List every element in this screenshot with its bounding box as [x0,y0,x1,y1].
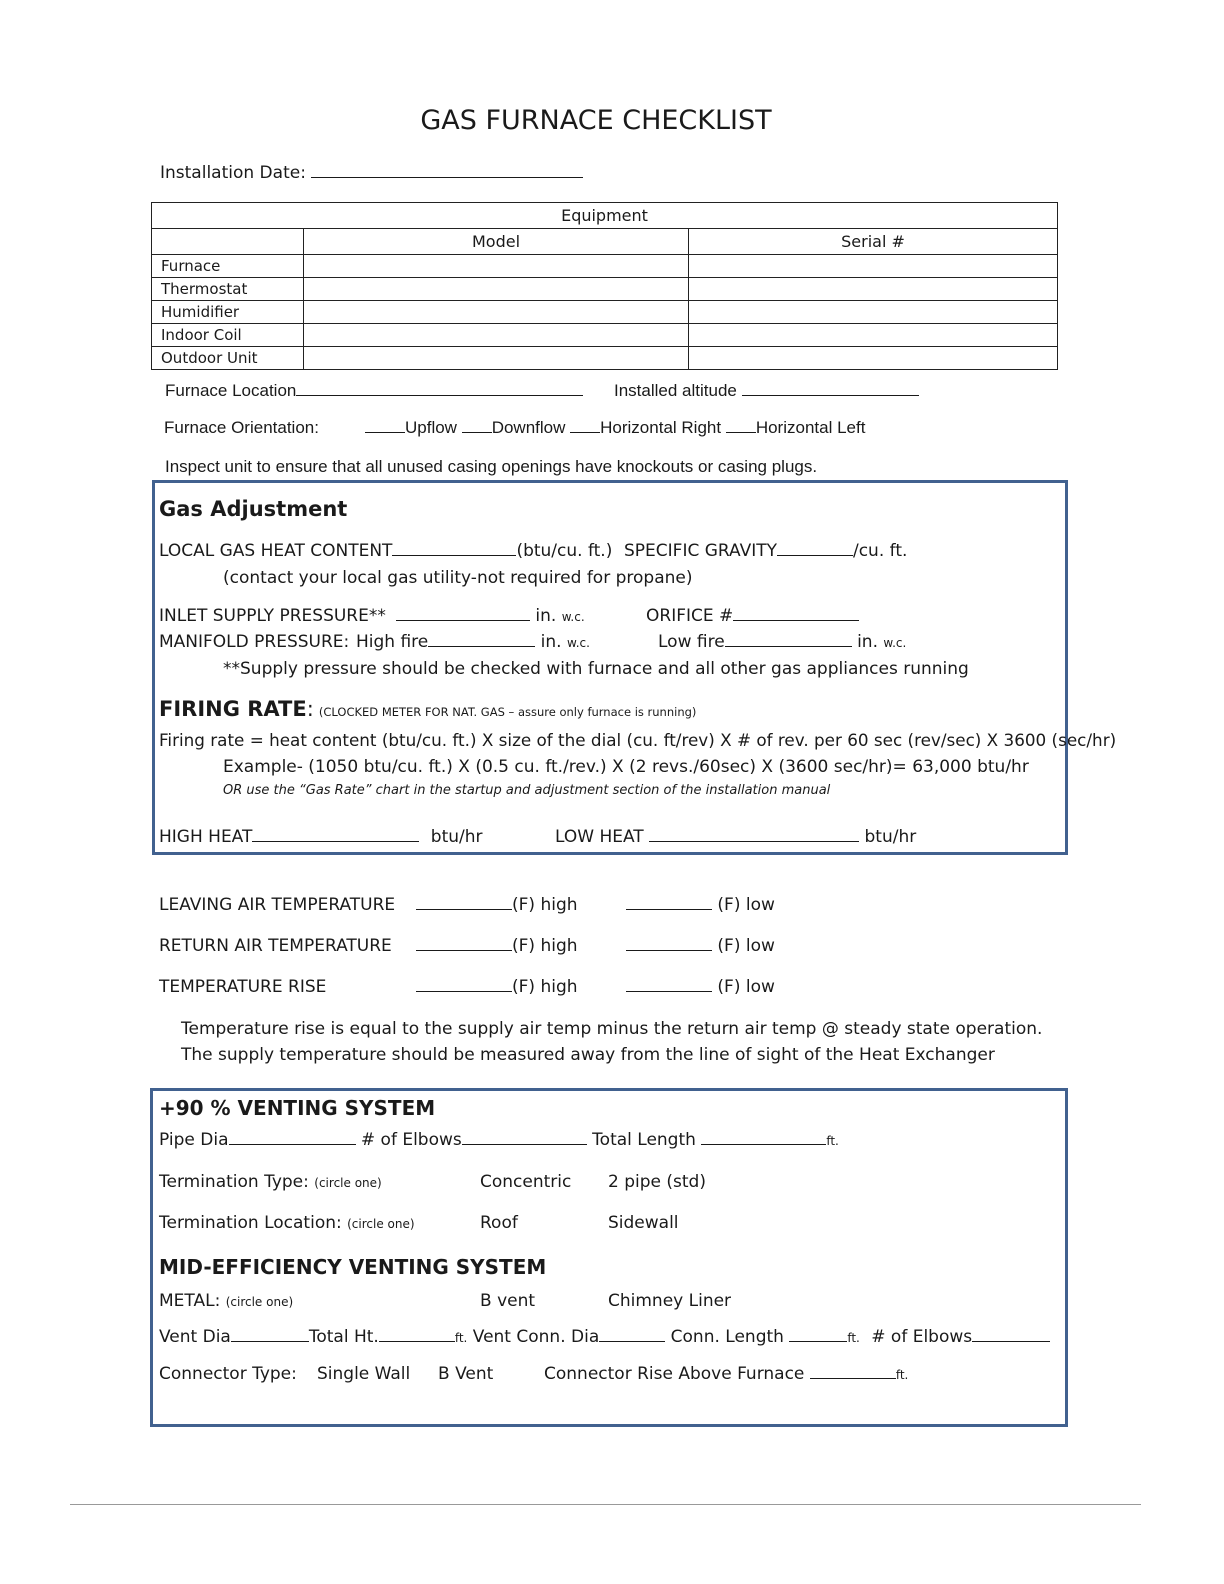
firing-rate-formula: Firing rate = heat content (btu/cu. ft.) X size of the dial (cu. ft/rev) X # of rev. per 60 sec (rev/sec) X 3600 (sec/hr) [159,730,1117,750]
return-air-low-line[interactable] [626,936,712,951]
leaving-air-high-unit: (F) high [512,895,578,915]
specific-gravity-line[interactable] [777,541,853,556]
termination-type-circle: (circle one) [314,1176,382,1190]
high-heat-line[interactable] [252,827,419,842]
metal-circle: (circle one) [225,1295,294,1309]
num-elbows-line[interactable] [462,1130,587,1145]
total-ht-label: Total Ht. [308,1327,379,1347]
orientation-label: Furnace Orientation: [164,418,319,437]
gas-adjustment-heading: Gas Adjustment [159,497,348,521]
temperature-rise-note: Temperature rise is equal to the supply air temp minus the return air temp @ steady state operation. [181,1019,1043,1039]
high-fire-label: High fire [356,632,429,652]
leaving-air-low-line[interactable] [626,895,712,910]
model-cell[interactable] [304,301,689,324]
total-ht-line[interactable] [379,1327,455,1342]
low-fire-unit: in. [857,632,878,652]
firing-rate-note: (CLOCKED METER FOR NAT. GAS – assure only furnace is running) [318,705,697,719]
connector-rise-row [544,1364,908,1384]
upflow-option: Upflow [405,418,457,437]
temperature-rise-label: TEMPERATURE RISE [159,977,327,997]
serial-cell[interactable] [689,255,1058,278]
table-row [152,347,1058,370]
conn-length-label: Conn. Length [670,1327,784,1347]
inlet-pressure-line[interactable] [396,606,530,621]
connector-type-label: Connector Type: [159,1364,297,1384]
equipment-header: Equipment [152,203,1058,229]
low-fire-label: Low fire [658,632,725,652]
inlet-pressure-unit: in. [535,606,557,626]
model-cell[interactable] [304,347,689,370]
low-fire-line[interactable] [725,632,852,647]
termination-location-circle: (circle one) [347,1217,415,1231]
equipment-label: Outdoor Unit [152,347,304,370]
leaving-air-label: LEAVING AIR TEMPERATURE [159,895,396,915]
vent-dia-label: Vent Dia [159,1327,231,1347]
installation-date-line[interactable] [311,163,583,178]
return-air-high [416,936,578,956]
upflow-blank[interactable] [365,418,405,433]
high-fire-wc: w.c. [566,636,590,650]
downflow-option: Downflow [491,418,566,437]
model-cell[interactable] [304,324,689,347]
installed-altitude-field[interactable] [614,381,919,401]
supply-temperature-note: The supply temperature should be measured away from the line of sight of the Heat Exchanger [181,1045,995,1065]
equipment-label: Indoor Coil [152,324,304,347]
num-elbows-label: # of Elbows [360,1130,462,1150]
leaving-air-high [416,895,578,915]
conn-length-unit: ft. [847,1331,860,1345]
vent-conn-dia-label: Vent Conn. Dia [472,1327,600,1347]
low-heat-line[interactable] [649,827,859,842]
model-cell[interactable] [304,255,689,278]
chimney-liner-option[interactable]: Chimney Liner [608,1291,732,1311]
metal-label-row [159,1291,293,1311]
equipment-label: Furnace [152,255,304,278]
concentric-option[interactable]: Concentric [480,1172,572,1192]
sidewall-option[interactable]: Sidewall [608,1213,679,1233]
roof-option[interactable]: Roof [480,1213,518,1233]
temperature-rise-low-line[interactable] [626,977,712,992]
orifice-label: ORIFICE # [646,606,734,626]
termination-type-label-row [159,1172,382,1192]
termination-type-label: Termination Type: [159,1172,309,1192]
serial-cell[interactable] [689,347,1058,370]
low-fire-row [658,632,906,652]
single-wall-option[interactable]: Single Wall [317,1364,411,1384]
firing-rate-heading [159,697,696,721]
vent-elbows-label: # of Elbows [871,1327,973,1347]
inlet-pressure-wc: w.c. [561,610,585,624]
equipment-label: Thermostat [152,278,304,301]
orifice-line[interactable] [733,606,859,621]
heat-content-unit: (btu/cu. ft.) [516,541,613,561]
specific-gravity-unit: /cu. ft. [852,541,908,561]
orientation-options [365,418,865,438]
total-length-label: Total Length [592,1130,696,1150]
heat-content-label: LOCAL GAS HEAT CONTENT [159,541,393,561]
installed-altitude-label: Installed altitude [614,381,737,400]
model-cell[interactable] [304,278,689,301]
horizontal-left-blank[interactable] [726,418,756,433]
horizontal-right-blank[interactable] [570,418,600,433]
temperature-rise-high-line[interactable] [416,977,512,992]
high-fire-unit: in. [540,632,562,652]
leaving-air-high-line[interactable] [416,895,512,910]
model-column-header: Model [304,229,689,255]
mid-efficiency-heading: MID-EFFICIENCY VENTING SYSTEM [159,1255,547,1279]
vent-row [159,1327,1050,1347]
return-air-high-line[interactable] [416,936,512,951]
supply-pressure-note: **Supply pressure should be checked with furnace and all other gas appliances running [223,659,969,679]
inlet-pressure-value [396,606,585,626]
heat-content-line[interactable] [392,541,516,556]
total-length-line[interactable] [701,1130,826,1145]
high-fire-row [356,632,590,652]
table-row [152,255,1058,278]
equipment-table [151,202,1058,370]
heat-content-row [159,541,612,561]
metal-label: METAL: [159,1291,221,1311]
serial-cell[interactable] [689,301,1058,324]
total-length-unit: ft. [826,1134,839,1148]
furnace-location-field[interactable] [165,381,583,401]
connector-rise-label: Connector Rise Above Furnace [544,1364,805,1384]
downflow-blank[interactable] [462,418,492,433]
firing-rate-label: FIRING RATE [159,697,307,721]
leaving-air-low-unit: (F) low [717,895,775,915]
installation-date-field[interactable] [160,163,583,183]
temperature-rise-high-unit: (F) high [512,977,578,997]
high-heat-unit: btu/hr [430,827,483,847]
equipment-label: Humidifier [152,301,304,324]
temperature-rise-high [416,977,578,997]
termination-location-label: Termination Location: [159,1213,342,1233]
low-heat-unit: btu/hr [864,827,917,847]
table-row [152,301,1058,324]
serial-cell[interactable] [689,324,1058,347]
high-fire-line[interactable] [428,632,535,647]
vent-elbows-line[interactable] [972,1327,1050,1342]
serial-cell[interactable] [689,278,1058,301]
high-heat-row [159,827,483,847]
two-pipe-option[interactable]: 2 pipe (std) [608,1172,706,1192]
temperature-rise-low [626,977,775,997]
furnace-location-label: Furnace Location [165,381,297,400]
furnace-location-line[interactable] [296,381,583,396]
installed-altitude-line[interactable] [742,381,919,396]
horizontal-left-option: Horizontal Left [755,418,866,437]
inspect-note: Inspect unit to ensure that all unused casing openings have knockouts or casing plugs. [165,457,818,476]
installation-date-label: Installation Date: [160,163,306,183]
conn-length-line[interactable] [789,1327,847,1342]
manifold-pressure-label: MANIFOLD PRESSURE: [159,632,350,652]
temperature-rise-low-unit: (F) low [717,977,775,997]
low-heat-label: LOW HEAT [555,827,644,847]
contact-note: (contact your local gas utility-not required for propane) [223,568,693,588]
specific-gravity-row [624,541,907,561]
low-heat-row [555,827,916,847]
connector-rise-unit: ft. [895,1368,909,1382]
pipe-dia-line[interactable] [229,1130,356,1145]
serial-column-header: Serial # [689,229,1058,255]
low-fire-wc: w.c. [883,636,907,650]
equipment-blank-header [152,229,304,255]
vent-conn-dia-line[interactable] [599,1327,665,1342]
firing-rate-example: Example- (1050 btu/cu. ft.) X (0.5 cu. ft./rev.) X (2 revs./60sec) X (3600 sec/hr)= 63,000 btu/hr [223,757,1029,777]
firing-rate-colon: : [306,697,314,721]
horizontal-right-option: Horizontal Right [600,418,722,437]
vent-dia-line[interactable] [231,1327,309,1342]
pipe-dia-label: Pipe Dia [159,1130,229,1150]
high-heat-label: HIGH HEAT [159,827,253,847]
return-air-low-unit: (F) low [717,936,775,956]
termination-location-label-row [159,1213,415,1233]
page-title: GAS FURNACE CHECKLIST [420,105,772,136]
b-vent-option[interactable]: B vent [480,1291,536,1311]
footer-divider [70,1504,1141,1505]
table-row [152,324,1058,347]
orifice-row [646,606,859,626]
return-air-high-unit: (F) high [512,936,578,956]
total-ht-unit: ft. [454,1331,468,1345]
b-vent-connector-option[interactable]: B Vent [438,1364,494,1384]
return-air-low [626,936,775,956]
table-row [152,278,1058,301]
gas-rate-chart-note: OR use the “Gas Rate” chart in the startup and adjustment section of the installation manual [223,783,831,798]
specific-gravity-label: SPECIFIC GRAVITY [624,541,777,561]
inlet-pressure-label: INLET SUPPLY PRESSURE** [159,606,386,626]
venting-heading: +90 % VENTING SYSTEM [159,1096,436,1120]
return-air-label: RETURN AIR TEMPERATURE [159,936,392,956]
pipe-row [159,1130,839,1150]
connector-rise-line[interactable] [810,1364,896,1379]
leaving-air-low [626,895,775,915]
